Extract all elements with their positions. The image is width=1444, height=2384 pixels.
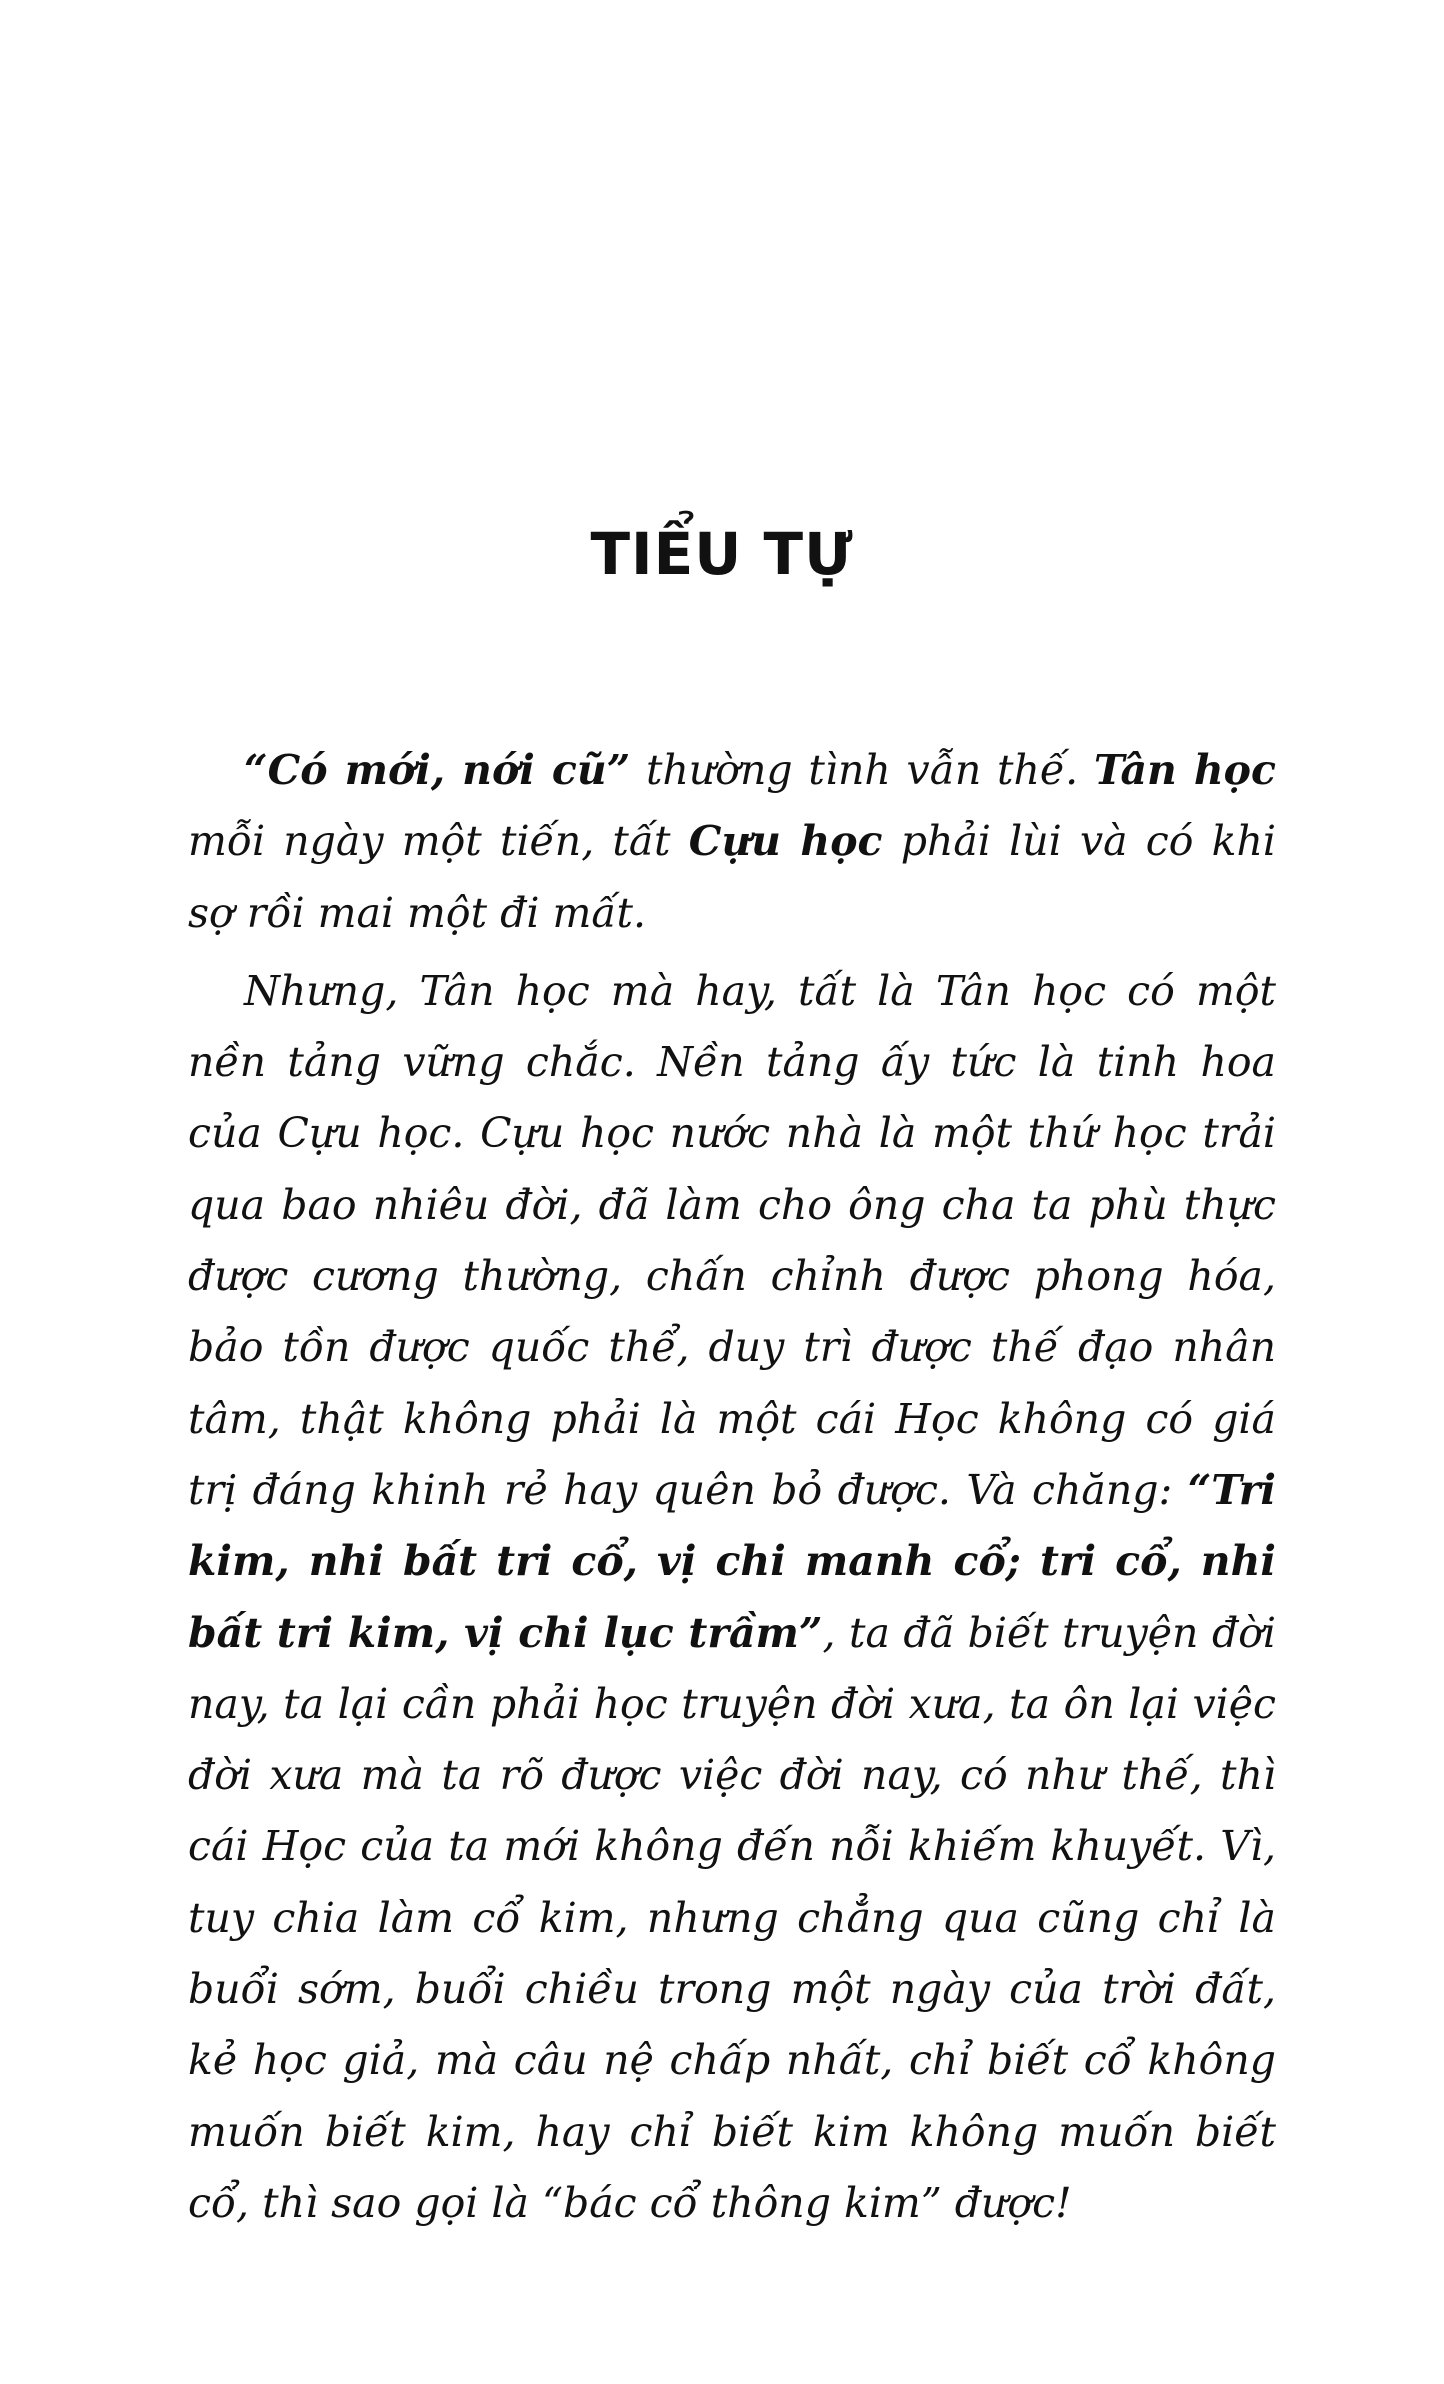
text-span: , ta đã biết truyện đời nay, ta lại cần phải học truyện đời xưa, ta ôn lại việc đời xưa mà ta rõ được việc đời nay, có như thế, thì cái Học của ta mới không đến nỗi khiếm khuyết. Vì, tuy chia làm cổ kim, nhưng chẳng qua cũng chỉ là buổi sớm, buổi chiều trong một ngày của trời đất, kẻ học giả, mà câu nệ chấp nhất, chỉ biết cổ không muốn biết kim, hay chỉ biết kim không muốn biết cổ, thì sao gọi là “bác cổ thông kim” được!: [188, 1608, 1276, 2227]
quote-co-moi-noi-cu: “Có mới, nới cũ”: [244, 746, 631, 794]
text-span: thường tình vẫn thế.: [630, 746, 1094, 794]
body-text: [188, 735, 1276, 2246]
paragraph-2: [188, 956, 1276, 2239]
text-span: Nhưng, Tân học mà hay, tất là Tân học có một nền tảng vững chắc. Nền tảng ấy tức là tinh hoa của Cựu học. Cựu học nước nhà là một thứ học trải qua bao nhiêu đời, đã làm cho ông cha ta phù thực được cương thường, chấn chỉnh được phong hóa, bảo tồn được quốc thể, duy trì được thế đạo nhân tâm, thật không phải là một cái Học không có giá trị đáng khinh rẻ hay quên bỏ được. Và chăng:: [188, 966, 1276, 1514]
term-tan-hoc: Tân học: [1093, 746, 1276, 794]
paragraph-1: [188, 735, 1276, 949]
chapter-title: TIỂU TỰ: [590, 520, 854, 588]
text-span: mỗi ngày một tiến, tất: [188, 817, 689, 866]
quote-tri-kim: “Tri kim, nhi bất tri cổ, vị chi manh cổ; tri cổ, nhi bất tri kim, vị chi lục trầm”: [188, 1465, 1276, 1657]
text-span: phải lùi và có khi sợ rồi mai một đi mất.: [188, 817, 1276, 937]
term-cuu-hoc: Cựu học: [688, 817, 883, 866]
